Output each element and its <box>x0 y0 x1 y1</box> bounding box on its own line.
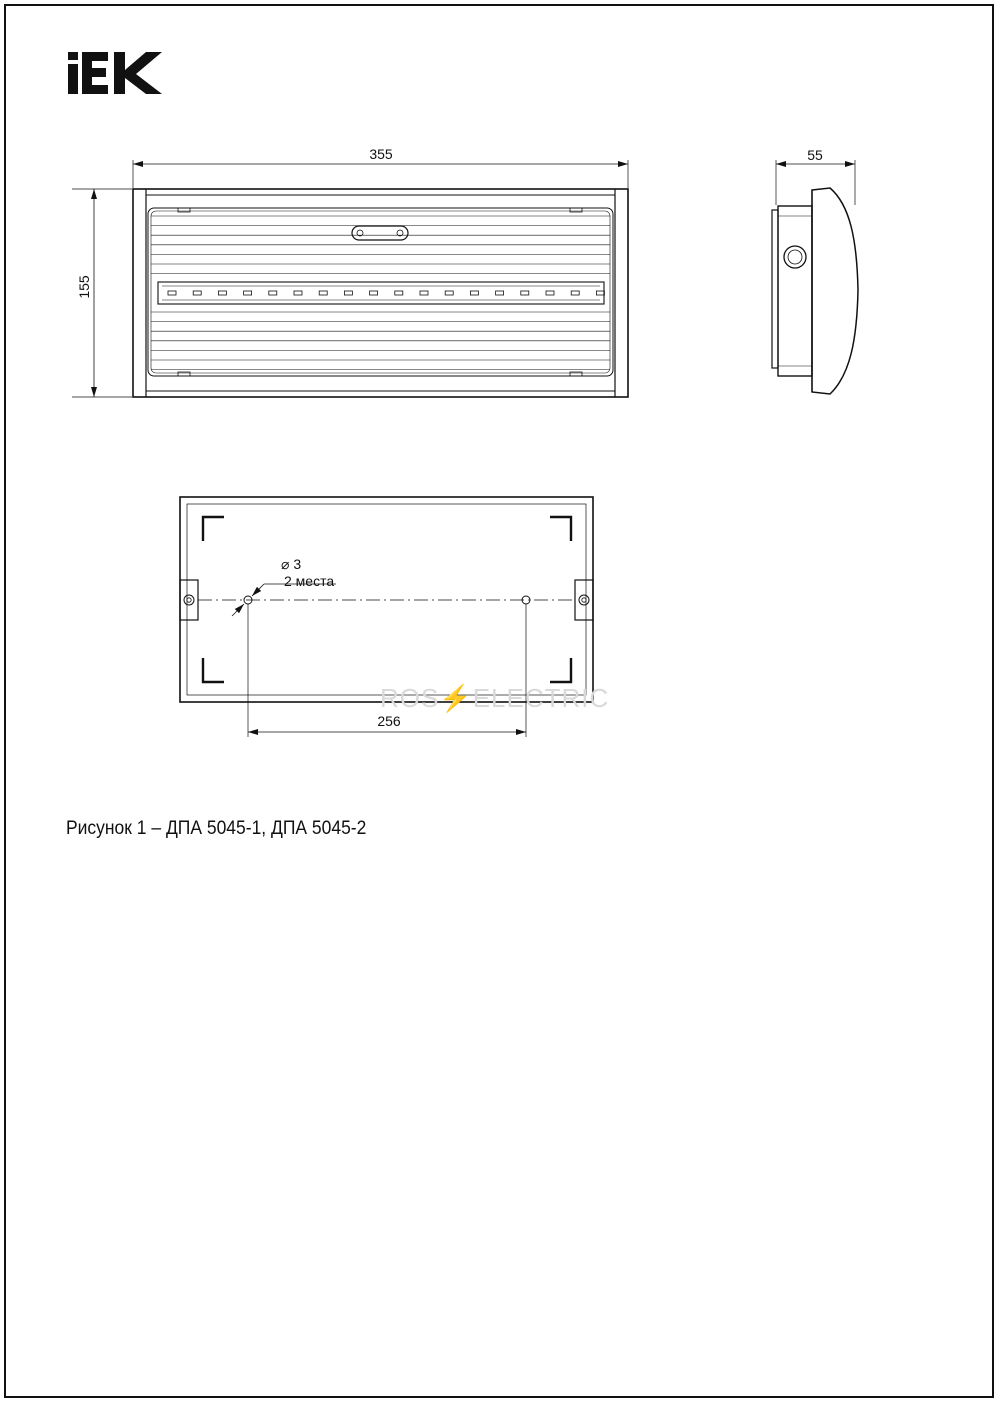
figure-caption: Рисунок 1 – ДПА 5045-1, ДПА 5045-2 <box>66 818 367 839</box>
led-segment <box>294 291 302 295</box>
led-segment <box>370 291 378 295</box>
led-segment <box>244 291 252 295</box>
led-segment <box>344 291 352 295</box>
side-view <box>772 160 858 394</box>
led-segment <box>319 291 327 295</box>
led-segment <box>269 291 277 295</box>
led-segment <box>395 291 403 295</box>
led-segment <box>596 291 604 295</box>
front-view <box>72 160 628 397</box>
watermark: ROS⚡ELECTRIC <box>380 683 610 713</box>
led-segment <box>218 291 226 295</box>
hole-count-label: 2 места <box>284 573 335 589</box>
hole-diameter-label: ⌀ 3 <box>281 556 302 572</box>
led-segment <box>571 291 579 295</box>
led-segment <box>546 291 554 295</box>
led-segment <box>521 291 529 295</box>
hole-spacing-label: 256 <box>377 713 401 729</box>
front-width-label: 355 <box>369 146 393 162</box>
led-segment <box>445 291 453 295</box>
led-segment <box>496 291 504 295</box>
side-depth-label: 55 <box>807 147 823 163</box>
led-segment <box>470 291 478 295</box>
led-segment <box>168 291 176 295</box>
led-segment <box>420 291 428 295</box>
front-height-label: 155 <box>76 275 92 299</box>
led-segment <box>193 291 201 295</box>
